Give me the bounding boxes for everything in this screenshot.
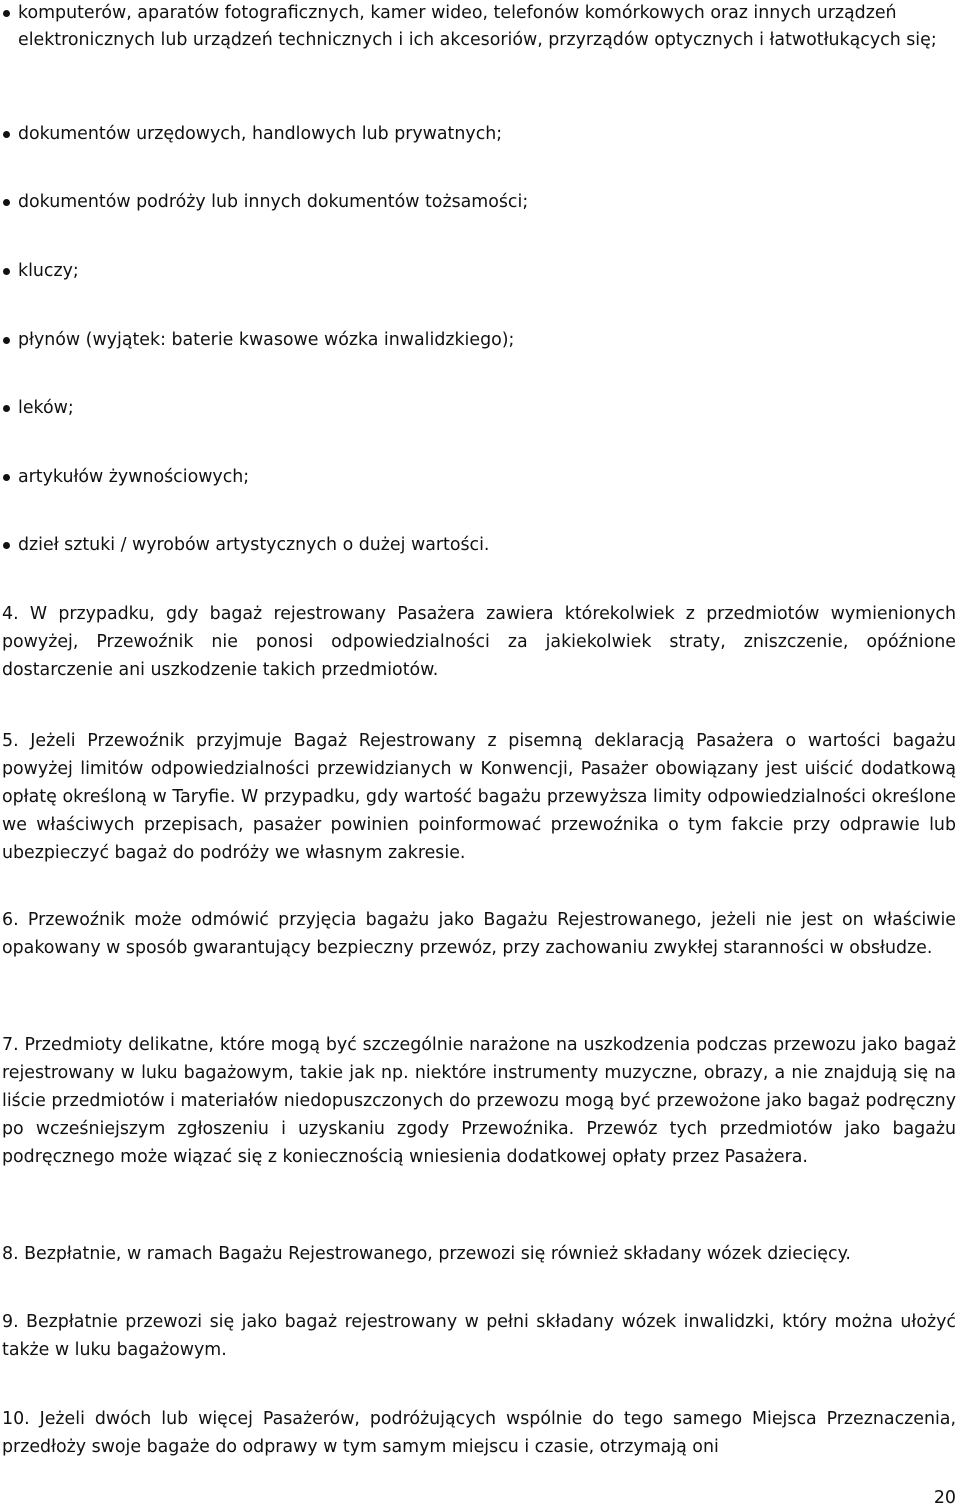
list-item-text: artykułów żywnościowych;	[18, 467, 250, 487]
list-item	[0, 0, 956, 54]
list-item-text: dokumentów podróży lub innych dokumentów tożsamości;	[18, 192, 529, 212]
list-item	[0, 395, 956, 422]
paragraph-6: 6. Przewoźnik może odmówić przyjęcia bagażu jako Bagażu Rejestrowanego, jeżeli nie jest on właściwie opakowany w sposób gwarantujący bezpieczny przewóz, przy zachowaniu zwykłej staranności w obsłudze.	[2, 910, 956, 958]
paragraph-5: 5. Jeżeli Przewoźnik przyjmuje Bagaż Rejestrowany z pisemną deklaracją Pasażera o wartości bagażu powyżej limitów odpowiedzialności przewidzianych w Konwencji, Pasażer obowiązany jest uiścić dodatkową opłatę określoną w Taryfie. W przypadku, gdy wartość bagażu przewyższa limity odpowiedzialności określone we właściwych przepisach, pasażer powinien poinformować przewoźnika o tym fakcie przy odprawie lub ubezpieczyć bagaż do podróży we własnym zakresie.	[2, 731, 956, 863]
bullet-icon	[3, 474, 10, 481]
list-item	[0, 532, 956, 559]
bullet-icon	[3, 131, 10, 138]
paragraph-10: 10. Jeżeli dwóch lub więcej Pasażerów, podróżujących wspólnie do tego samego Miejsca Przeznaczenia, przedłoży swoje bagaże do odprawy w tym samym miejscu i czasie, otrzymają oni	[2, 1409, 956, 1457]
list-item	[0, 189, 956, 216]
list-item-text: kluczy;	[18, 261, 79, 281]
list-item	[0, 327, 956, 354]
list-item-text: leków;	[18, 398, 74, 418]
bullet-icon	[3, 199, 10, 206]
paragraph-4: 4. W przypadku, gdy bagaż rejestrowany Pasażera zawiera którekolwiek z przedmiotów wymienionych powyżej, Przewoźnik nie ponosi odpowiedzialności za jakiekolwiek straty, zniszczenie, opóźnione dostarczenie ani uszkodzenie takich przedmiotów.	[2, 604, 956, 680]
paragraph-8: 8. Bezpłatnie, w ramach Bagażu Rejestrowanego, przewozi się również składany wózek dziecięcy.	[2, 1244, 851, 1264]
list-item	[0, 464, 956, 491]
paragraph-7: 7. Przedmioty delikatne, które mogą być szczególnie narażone na uszkodzenia podczas przewozu jako bagaż rejestrowany w luku bagażowym, takie jak np. niektóre instrumenty muzyczne, obrazy, a nie znajdują się na liście przedmiotów i materiałów niedopuszczonych do przewozu mogą być przewożone jako bagaż podręczny po wcześniejszym zgłoszeniu i uzyskaniu zgody Przewoźnika. Przewóz tych przedmiotów jako bagażu podręcznego może wiązać się z koniecznością wniesienia dodatkowej opłaty przez Pasażera.	[2, 1035, 956, 1167]
page-number: 20	[933, 1488, 956, 1508]
bullet-icon	[3, 405, 10, 412]
bullet-icon	[3, 337, 10, 344]
list-item-text: komputerów, aparatów fotograficznych, kamer wideo, telefonów komórkowych oraz innych urządzeń elektronicznych lub urządzeń technicznych i ich akcesoriów, przyrządów optycznych i łatwotłukących się;	[18, 3, 937, 50]
bullet-icon	[3, 542, 10, 549]
list-item	[0, 121, 956, 148]
bullet-icon	[3, 10, 10, 17]
list-item-text: dokumentów urzędowych, handlowych lub prywatnych;	[18, 124, 503, 144]
bullet-icon	[3, 268, 10, 275]
paragraph-9: 9. Bezpłatnie przewozi się jako bagaż rejestrowany w pełni składany wózek inwalidzki, który można ułożyć także w luku bagażowym.	[2, 1312, 956, 1360]
list-item	[0, 258, 956, 285]
list-item-text: dzieł sztuki / wyrobów artystycznych o dużej wartości.	[18, 535, 490, 555]
list-item-text: płynów (wyjątek: baterie kwasowe wózka inwalidzkiego);	[18, 330, 515, 350]
